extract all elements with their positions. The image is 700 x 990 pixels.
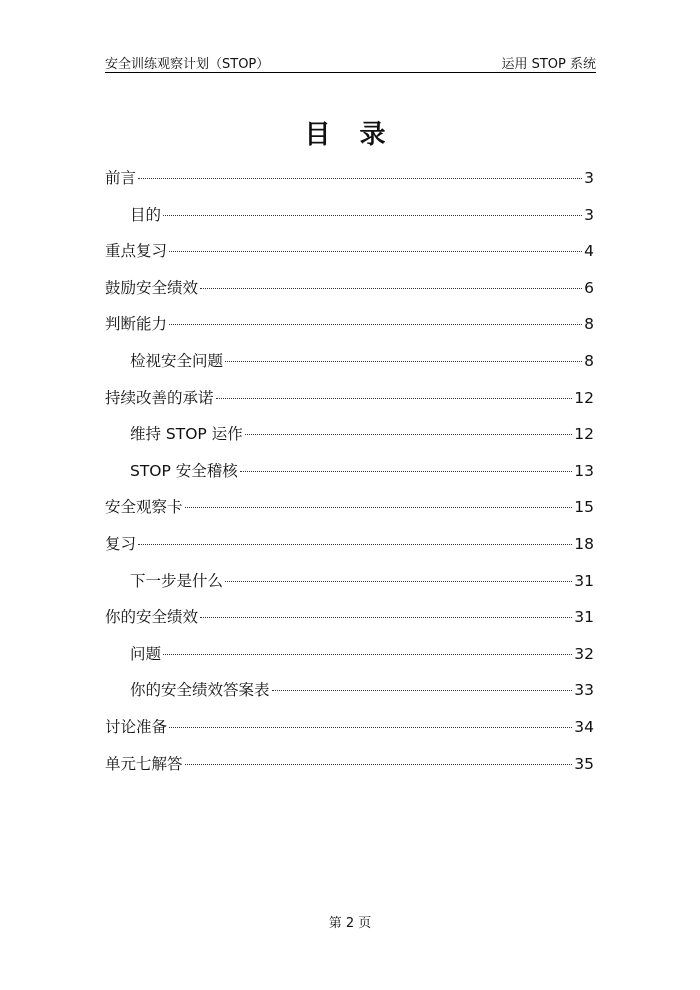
toc-entry-page: 18: [574, 534, 594, 553]
toc-entry[interactable]: [105, 678, 594, 715]
toc-entry-label: 讨论准备: [105, 717, 168, 736]
page-number: 第 2 页: [328, 916, 372, 931]
toc-entry-page: 33: [574, 681, 594, 700]
toc-dot-leader: [185, 507, 573, 508]
toc-dot-leader: [169, 324, 582, 325]
toc-entry-label: 重点复习: [105, 242, 168, 261]
toc-entry[interactable]: [105, 642, 594, 679]
toc-entry-page: 35: [574, 754, 594, 773]
toc-dot-leader: [240, 471, 572, 472]
toc-entry-page: 8: [584, 315, 594, 334]
toc-dot-leader: [138, 544, 572, 545]
header-document-title: 安全训练观察计划（STOP）: [105, 57, 270, 72]
toc-entry[interactable]: [105, 532, 594, 569]
table-of-contents: [105, 166, 594, 788]
toc-entry-label: 你的安全绩效答案表: [130, 681, 270, 700]
toc-entry-page: 3: [584, 205, 594, 224]
toc-entry-label: 检视安全问题: [130, 351, 224, 370]
toc-entry[interactable]: [105, 459, 594, 496]
header-section-title: 运用 STOP 系统: [501, 57, 596, 72]
toc-dot-leader: [245, 434, 573, 435]
toc-entry[interactable]: [105, 166, 594, 203]
toc-entry-label: 持续改善的承诺: [105, 388, 214, 407]
toc-entry-page: 4: [584, 242, 594, 261]
toc-dot-leader: [185, 764, 573, 765]
toc-entry[interactable]: [105, 495, 594, 532]
toc-entry[interactable]: [105, 349, 594, 386]
toc-dot-leader: [169, 727, 572, 728]
toc-entry-label: 复习: [105, 534, 137, 553]
toc-entry[interactable]: [105, 715, 594, 752]
toc-entry[interactable]: [105, 422, 594, 459]
toc-entry-label: 前言: [105, 169, 137, 187]
toc-dot-leader: [225, 581, 572, 582]
toc-entry-page: 8: [584, 351, 594, 370]
toc-entry-label: 安全观察卡: [105, 498, 183, 517]
toc-entry-page: 13: [574, 461, 594, 480]
toc-dot-leader: [163, 215, 582, 216]
toc-entry-label: 目的: [130, 205, 162, 224]
toc-entry[interactable]: [105, 752, 594, 789]
toc-dot-leader: [216, 398, 573, 399]
toc-entry-page: 12: [574, 425, 594, 444]
toc-entry-label: 维持 STOP 运作: [130, 425, 243, 444]
toc-entry[interactable]: [105, 312, 594, 349]
toc-entry-page: 15: [574, 498, 594, 517]
toc-entry[interactable]: [105, 386, 594, 423]
page-header: [105, 50, 596, 73]
toc-entry-page: 31: [574, 571, 594, 590]
toc-entry[interactable]: [105, 569, 594, 606]
toc-entry-label: 鼓励安全绩效: [105, 278, 199, 297]
toc-entry[interactable]: [105, 203, 594, 240]
toc-entry[interactable]: [105, 276, 594, 313]
toc-dot-leader: [225, 361, 582, 362]
toc-entry-page: 34: [574, 717, 594, 736]
toc-entry-page: 3: [584, 169, 594, 187]
toc-dot-leader: [138, 178, 582, 179]
toc-title: 目 录: [304, 120, 396, 150]
toc-dot-leader: [169, 251, 582, 252]
toc-entry-label: 下一步是什么: [130, 571, 224, 590]
toc-entry-label: 问题: [130, 644, 162, 663]
toc-entry[interactable]: [105, 605, 594, 642]
toc-dot-leader: [200, 288, 582, 289]
toc-entry-page: 32: [574, 644, 594, 663]
toc-dot-leader: [200, 617, 572, 618]
toc-entry-label: 判断能力: [105, 315, 168, 334]
toc-dot-leader: [272, 690, 573, 691]
toc-entry-page: 12: [574, 388, 594, 407]
toc-entry-page: 31: [574, 608, 594, 627]
toc-entry-label: 你的安全绩效: [105, 608, 199, 627]
toc-entry-page: 6: [584, 278, 594, 297]
toc-dot-leader: [163, 654, 572, 655]
toc-entry-label: 单元七解答: [105, 754, 183, 773]
toc-entry-label: STOP 安全稽核: [130, 461, 238, 480]
toc-entry[interactable]: [105, 239, 594, 276]
